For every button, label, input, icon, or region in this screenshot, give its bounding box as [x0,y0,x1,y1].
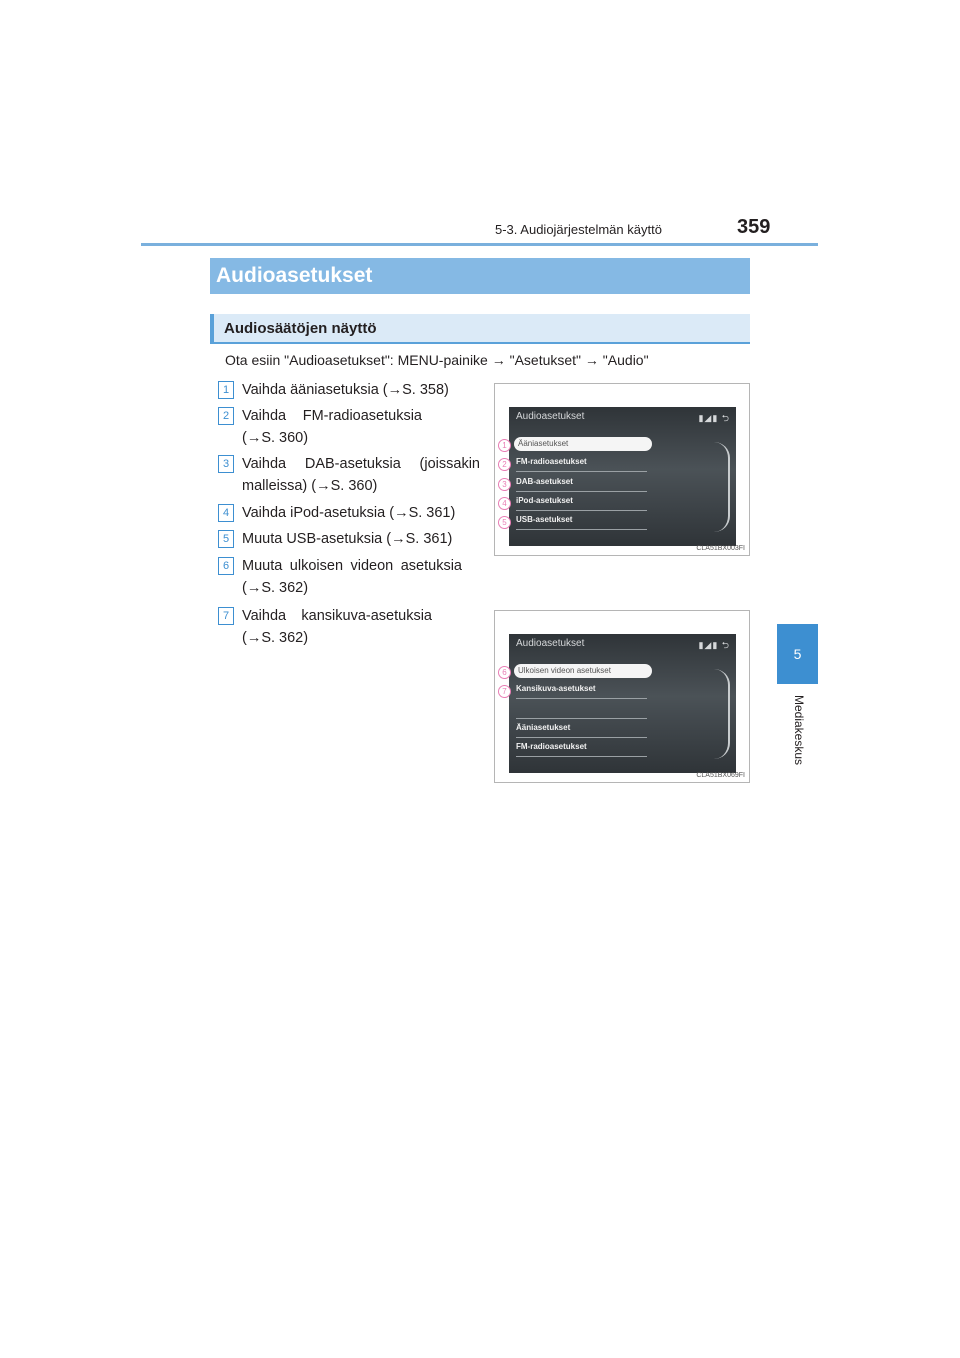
divider [516,491,647,492]
header-rule [141,243,818,246]
list-item [218,605,480,649]
chapter-tab: 5 [777,624,818,684]
section-title: Audioasetukset [210,258,750,294]
screen-illustration-1 [494,383,750,556]
item-number: 3 [218,455,234,473]
status-icons: ▮◢▮ ⮌ [698,413,730,423]
item-text: Vaihda FM-radioasetuksia (→S. 360) [242,408,422,446]
menu-item[interactable]: FM-radioasetukset [516,457,587,466]
list-item [218,453,480,497]
screen-illustration-2 [494,610,750,783]
item-number: 2 [218,407,234,425]
item-text: Vaihda iPod-asetuksia (→S. 361) [242,505,456,521]
divider [516,756,647,757]
divider [516,718,647,719]
figure-code: CLA51BX069FI [696,772,745,779]
figure-code: CLA51BX003FI [696,545,745,552]
callout-badge: 5 [498,516,511,529]
intro-text: Ota esiin "Audioasetukset": MENU-painike → "Asetukset" → "Audio" [225,352,649,368]
callout-badge: 1 [498,439,511,452]
callout-badge: 7 [498,685,511,698]
divider [516,737,647,738]
item-text: Vaihda DAB-asetuksia (joissakin malleissa) (→S. 360) [242,456,480,494]
divider [516,471,647,472]
item-number: 5 [218,530,234,548]
item-number: 6 [218,557,234,575]
chapter-title: 5-3. Audiojärjestelmän käyttö [495,222,662,237]
subsection-title: Audiosäätöjen näyttö [210,314,750,344]
menu-item-selected[interactable]: Ulkoisen videon asetukset [514,664,652,678]
callout-badge: 6 [498,666,511,679]
callout-badge: 3 [498,478,511,491]
list-item [218,502,480,524]
display-screen [509,407,736,546]
page-number: 359 [737,216,771,238]
list-item [218,528,480,550]
divider [516,510,647,511]
list-item [218,555,480,599]
item-number: 7 [218,607,234,625]
item-text: Muuta ulkoisen videon asetuksia (→S. 362) [242,558,462,596]
status-icons: ▮◢▮ ⮌ [698,640,730,650]
divider [516,698,647,699]
menu-item[interactable]: FM-radioasetukset [516,742,587,751]
scroll-arc [714,669,730,759]
chapter-tab-label: Mediakeskus [792,695,806,766]
menu-item[interactable]: Ääniasetukset [516,723,571,732]
screen-title: Audioasetukset [516,638,585,649]
menu-item[interactable]: USB-asetukset [516,515,573,524]
item-number: 4 [218,504,234,522]
display-screen [509,634,736,773]
item-text: Vaihda kansikuva-asetuksia (→S. 362) [242,608,432,646]
screen-title: Audioasetukset [516,411,585,422]
callout-badge: 4 [498,497,511,510]
menu-item[interactable]: DAB-asetukset [516,477,573,486]
scroll-arc [714,442,730,532]
item-text: Vaihda ääniasetuksia (→S. 358) [242,382,449,398]
list-item [218,379,480,401]
list-item [218,405,480,449]
menu-item[interactable]: iPod-asetukset [516,496,573,505]
menu-item-selected[interactable]: Ääniasetukset [514,437,652,451]
menu-item[interactable]: Kansikuva-asetukset [516,684,596,693]
item-text: Muuta USB-asetuksia (→S. 361) [242,531,453,547]
divider [516,529,647,530]
item-number: 1 [218,381,234,399]
callout-badge: 2 [498,458,511,471]
